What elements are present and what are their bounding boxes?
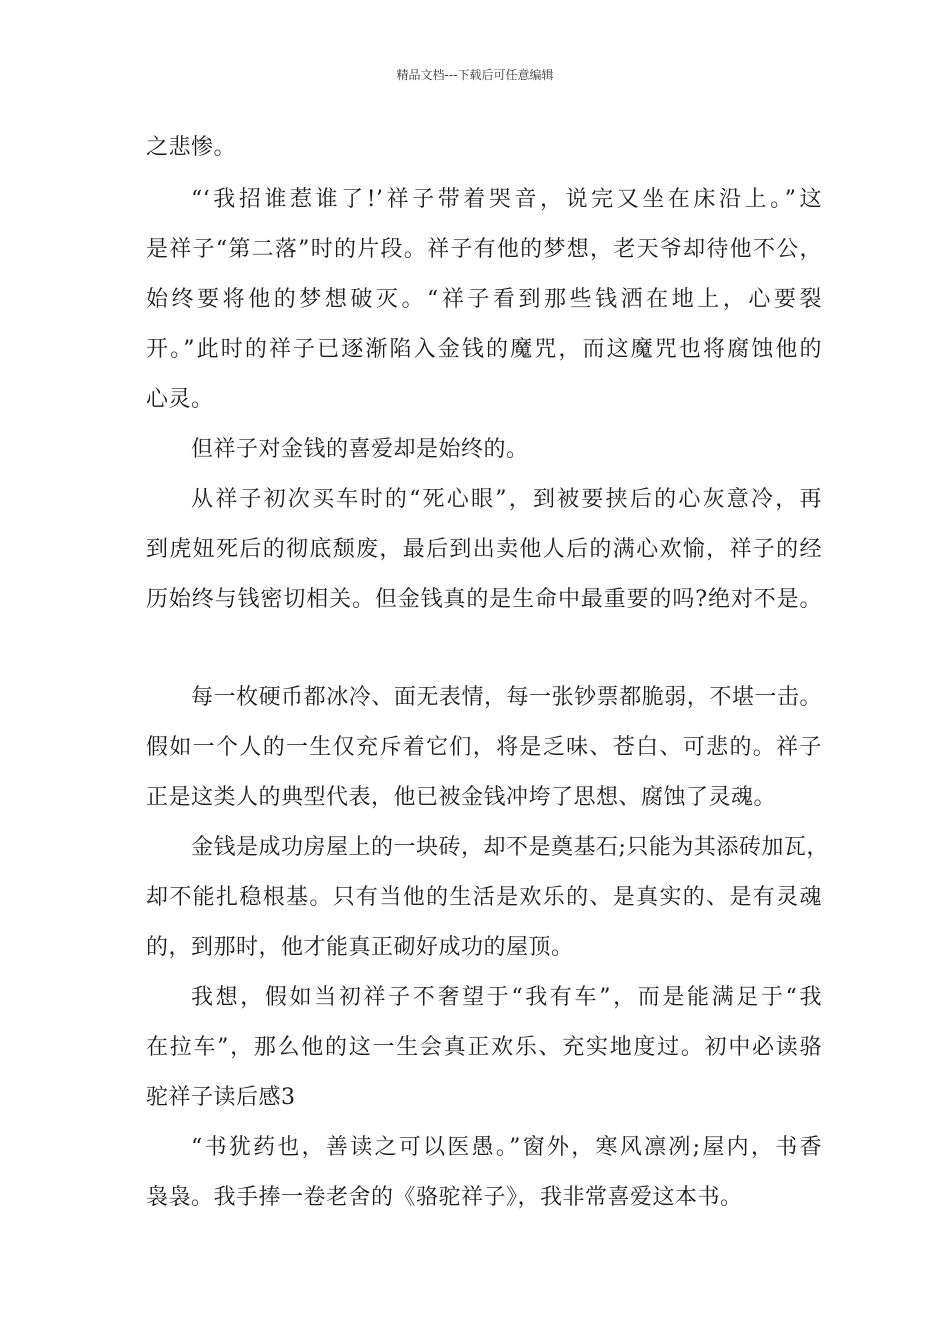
text-line: “‘我招谁惹谁了!’祥子带着哭音，说完又坐在床沿上。”这: [191, 187, 822, 212]
text-line: 在拉车”，那么他的这一生会真正欢乐、充实地度过。初中必读骆: [146, 1035, 822, 1060]
text-line: 却不能扎稳根基。只有当他的生活是欢乐的、是真实的、是有灵魂: [146, 885, 822, 910]
text-line: 正是这类人的典型代表，他已被金钱冲垮了思想、腐蚀了灵魂。: [146, 785, 777, 810]
text-line: 金钱是成功房屋上的一块砖，却不是奠基石;只能为其添砖加瓦，: [191, 835, 829, 860]
text-line: 从祥子初次买车时的“死心眼”，到被要挟后的心灰意冷，再: [191, 487, 822, 512]
text-line: 之悲惨。: [146, 135, 237, 160]
text-line: 始终要将他的梦想破灭。“祥子看到那些钱洒在地上，心要裂: [146, 287, 822, 312]
text-line: 到虎妞死后的彻底颓废，最后到出卖他人后的满心欢愉，祥子的经: [146, 537, 822, 562]
text-line: 历始终与钱密切相关。但金钱真的是生命中最重要的吗?绝对不是。: [146, 587, 822, 612]
text-line: 我想，假如当初祥子不奢望于“我有车”，而是能满足于“我: [191, 985, 822, 1010]
text-line: 是祥子“第二落”时的片段。祥子有他的梦想，老天爷却待他不公，: [146, 237, 822, 262]
text-line: “书犹药也，善读之可以医愚。”窗外，寒风凛冽;屋内，书香: [191, 1135, 822, 1160]
text-line: 每一枚硬币都冰冷、面无表情，每一张钞票都脆弱，不堪一击。: [191, 685, 822, 710]
text-line: 袅袅。我手捧一卷老舍的《骆驼祥子》，我非常喜爱这本书。: [146, 1185, 743, 1210]
text-line: 开。”此时的祥子已逐渐陷入金钱的魔咒，而这魔咒也将腐蚀他的: [146, 337, 822, 362]
text-line: 驼祥子读后感3: [146, 1085, 296, 1110]
text-line: 心灵。: [146, 387, 214, 412]
text-line: 假如一个人的一生仅充斥着它们，将是乏味、苍白、可悲的。祥子: [146, 735, 822, 760]
text-line: 但祥子对金钱的喜爱却是始终的。: [191, 437, 529, 462]
text-line: 的，到那时，他才能真正砌好成功的屋顶。: [146, 935, 574, 960]
page-header: 精品文档---下载后可任意编辑: [396, 68, 554, 82]
